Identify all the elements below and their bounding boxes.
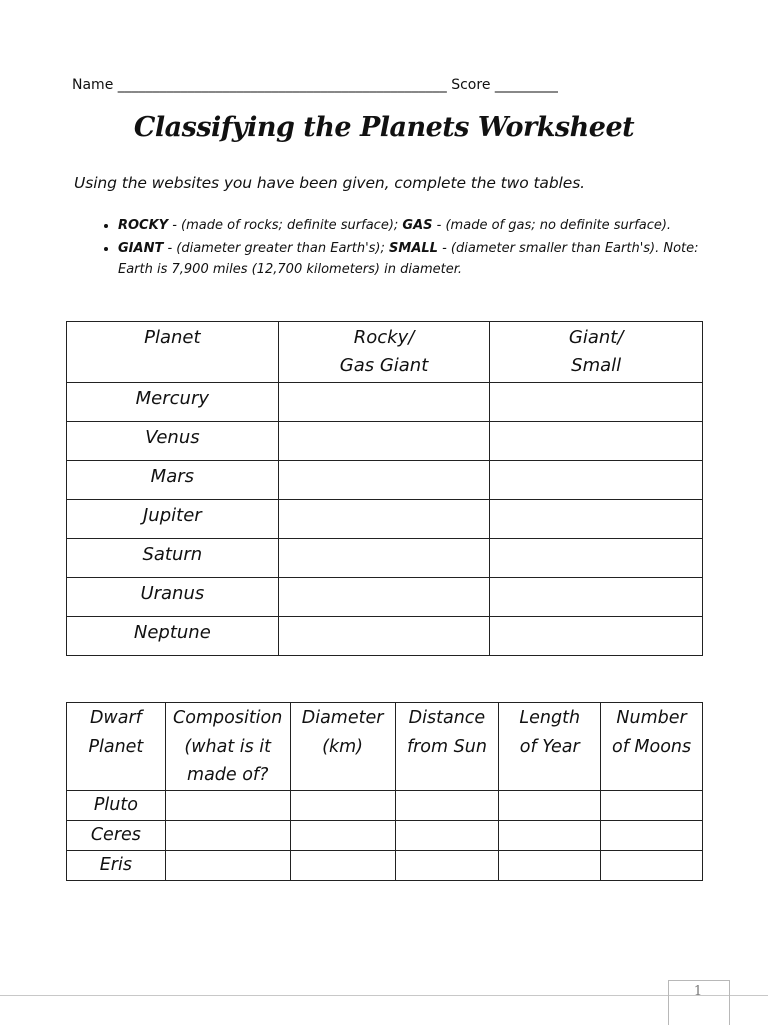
answer-cell[interactable] — [601, 821, 703, 851]
header-cell-planet: Planet — [67, 322, 279, 383]
header-cell-giant-small: Giant/ Small — [490, 322, 703, 383]
table-header-row — [67, 703, 703, 791]
score-label: Score — [451, 77, 491, 93]
planet-name-cell: Mercury — [67, 383, 279, 422]
table-header-row — [67, 322, 703, 383]
answer-cell[interactable] — [395, 851, 499, 881]
table-row — [67, 383, 703, 422]
header-cell-year-length: Length of Year — [499, 703, 601, 791]
answer-cell[interactable] — [278, 461, 490, 500]
answer-cell[interactable] — [278, 500, 490, 539]
term-gas: GAS — [402, 218, 433, 233]
answer-cell[interactable] — [499, 791, 601, 821]
answer-cell[interactable] — [290, 791, 395, 821]
header-cell-composition: Composition (what is it made of? — [165, 703, 290, 791]
table-row — [67, 791, 703, 821]
answer-cell[interactable] — [601, 851, 703, 881]
answer-cell[interactable] — [490, 461, 703, 500]
table-row — [67, 422, 703, 461]
answer-cell[interactable] — [278, 617, 490, 656]
answer-cell[interactable] — [601, 791, 703, 821]
table-row — [67, 617, 703, 656]
planet-name-cell: Uranus — [67, 578, 279, 617]
answer-cell[interactable] — [490, 383, 703, 422]
dwarf-planet-name-cell: Pluto — [67, 791, 166, 821]
answer-cell[interactable] — [395, 821, 499, 851]
header-cell-distance: Distance from Sun — [395, 703, 499, 791]
name-score-line — [72, 77, 558, 93]
term-small: SMALL — [389, 241, 438, 256]
planet-name-cell: Saturn — [67, 539, 279, 578]
header-cell-dwarf-planet: Dwarf Planet — [67, 703, 166, 791]
header-cell-moons: Number of Moons — [601, 703, 703, 791]
answer-cell[interactable] — [499, 821, 601, 851]
answer-cell[interactable] — [165, 851, 290, 881]
worksheet-title: Classifying the Planets Worksheet — [133, 112, 635, 143]
planet-name-cell: Jupiter — [67, 500, 279, 539]
planet-name-cell: Neptune — [67, 617, 279, 656]
answer-cell[interactable] — [165, 791, 290, 821]
planet-name-cell: Mars — [67, 461, 279, 500]
header-cell-rocky-gas: Rocky/ Gas Giant — [278, 322, 490, 383]
term-giant: GIANT — [118, 241, 164, 256]
answer-cell[interactable] — [290, 821, 395, 851]
footer-rule — [0, 995, 768, 996]
answer-cell[interactable] — [490, 500, 703, 539]
desc-gas: - (made of gas; no definite surface). — [432, 218, 672, 233]
desc-giant: - (diameter greater than Earth's); — [163, 241, 390, 256]
table-row — [67, 851, 703, 881]
answer-cell[interactable] — [278, 539, 490, 578]
desc-small: - (diameter smaller than Earth's). Note: Earth is 7,900 miles (12,700 kilometers) in diameter. — [118, 241, 699, 277]
table-row — [67, 821, 703, 851]
name-blank[interactable]: _______________________________________________ — [117, 77, 447, 93]
name-label: Name — [72, 77, 114, 93]
answer-cell[interactable] — [278, 383, 490, 422]
desc-rocky: - (made of rocks; definite surface); — [168, 218, 403, 233]
definition-rocky-gas — [118, 215, 708, 236]
dwarf-planet-name-cell: Ceres — [67, 821, 166, 851]
answer-cell[interactable] — [490, 539, 703, 578]
instructions: Using the websites you have been given, complete the two tables. — [74, 174, 586, 192]
answer-cell[interactable] — [278, 578, 490, 617]
answer-cell[interactable] — [490, 617, 703, 656]
planets-table — [66, 321, 703, 656]
table-row — [67, 578, 703, 617]
dwarf-planets-table — [66, 702, 703, 881]
answer-cell[interactable] — [490, 422, 703, 461]
term-rocky: ROCKY — [118, 218, 169, 233]
answer-cell[interactable] — [290, 851, 395, 881]
answer-cell[interactable] — [395, 791, 499, 821]
table-row — [67, 500, 703, 539]
answer-cell[interactable] — [490, 578, 703, 617]
definitions-list — [88, 215, 708, 282]
table-row — [67, 461, 703, 500]
page-number: 1 — [693, 984, 703, 999]
table-row — [67, 539, 703, 578]
answer-cell[interactable] — [165, 821, 290, 851]
score-blank[interactable]: _________ — [494, 77, 558, 93]
planet-name-cell: Venus — [67, 422, 279, 461]
header-cell-diameter: Diameter (km) — [290, 703, 395, 791]
answer-cell[interactable] — [278, 422, 490, 461]
dwarf-planet-name-cell: Eris — [67, 851, 166, 881]
definition-giant-small — [118, 238, 708, 280]
answer-cell[interactable] — [499, 851, 601, 881]
